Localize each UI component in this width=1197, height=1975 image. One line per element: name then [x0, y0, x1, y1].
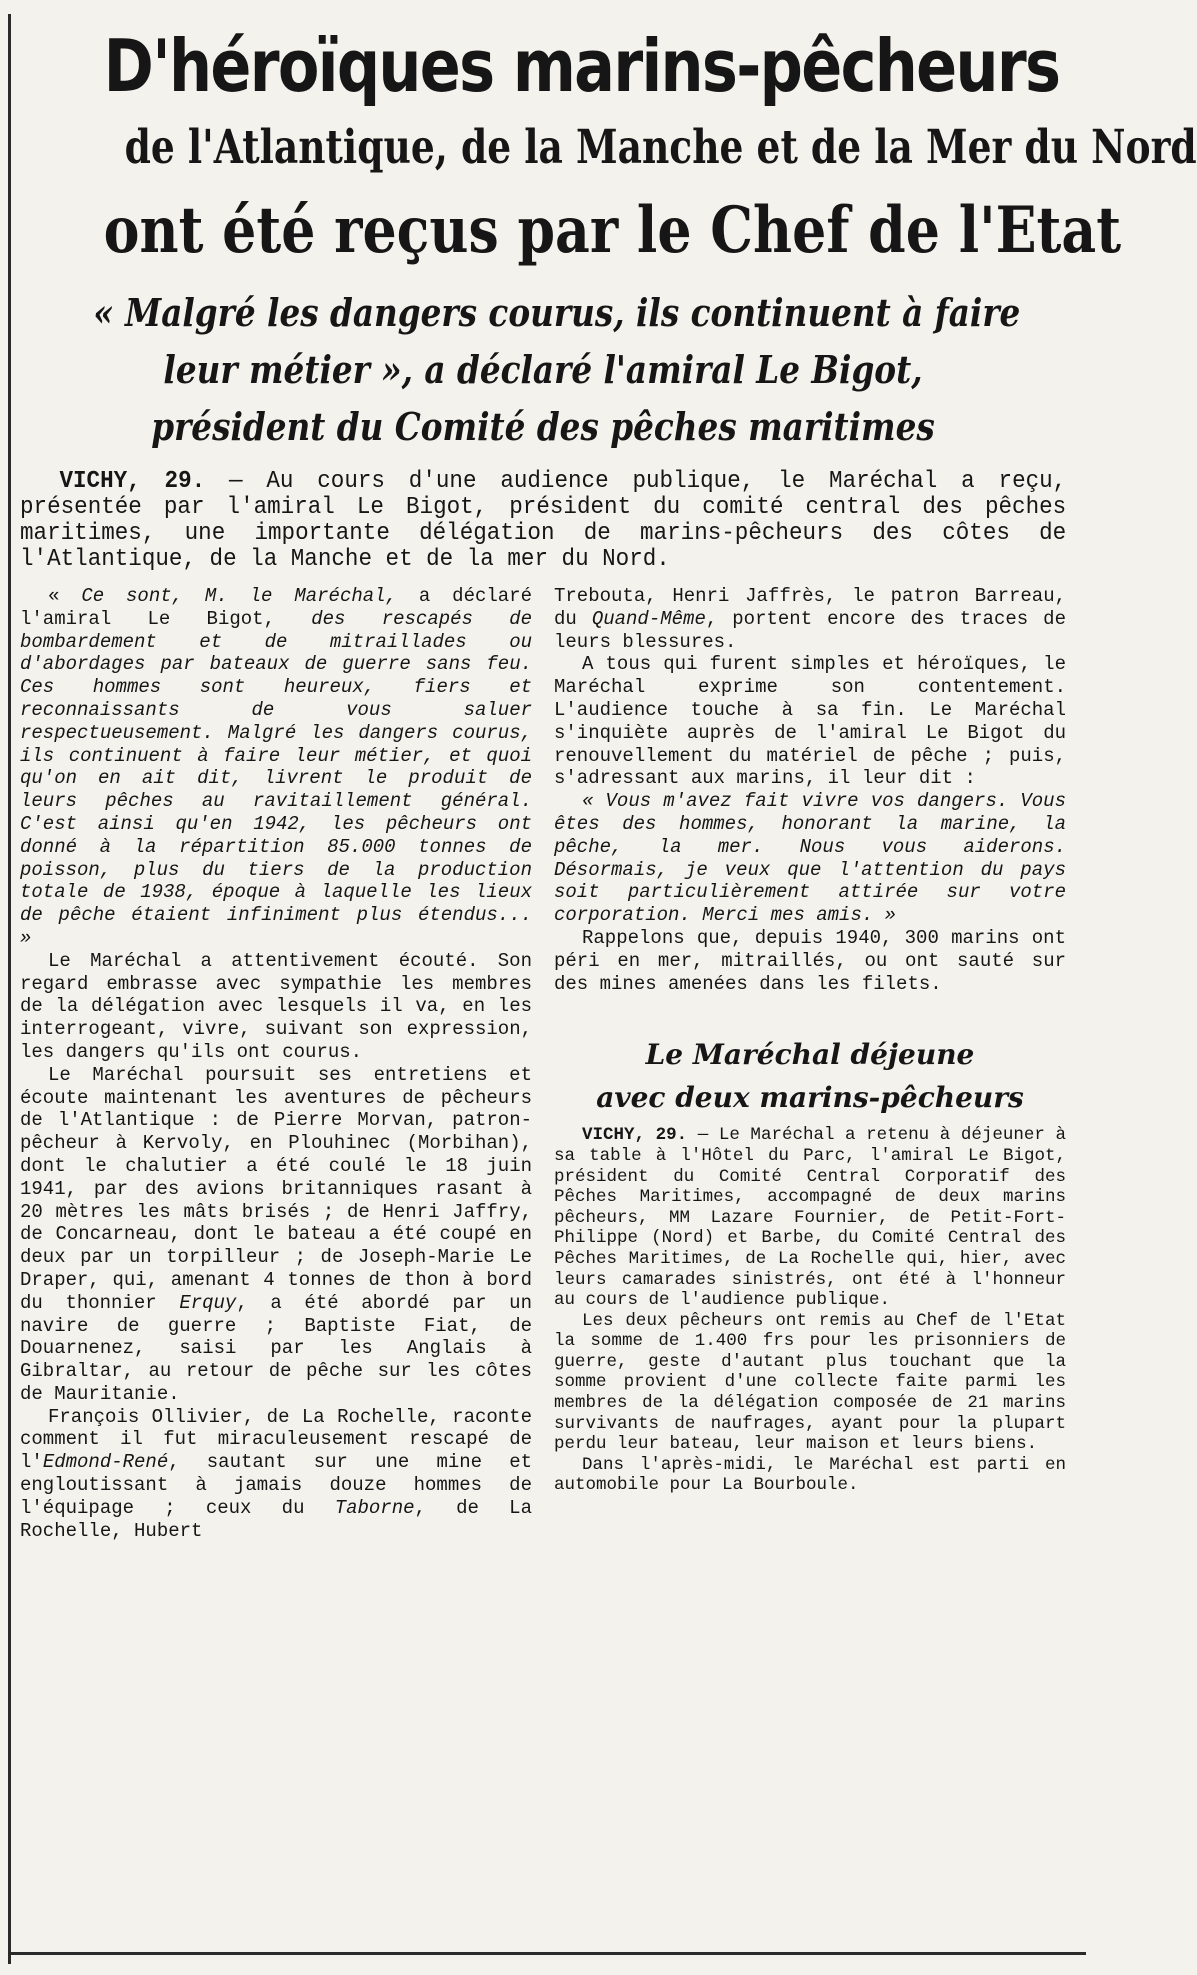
- headline-line-3: ont été reçus par le Chef de l'Etat: [103, 193, 1122, 268]
- body-paragraph: A tous qui furent simples et héroïques, le Maréchal exprime son contentement. L'audience touche à sa fin. Le Maréchal s'inquiète auprès de l'amiral Le Bigot du renouvellement du matériel de pêche ; puis, s'adressant aux marins, il leur dit :: [554, 653, 1066, 790]
- left-column: [20, 585, 532, 1542]
- right-column: [554, 585, 1066, 1542]
- quote-text: des rescapés de bombardement et de mitraillades ou d'abordages par bateaux de guerre sans feu. Ces hommes sont heureux, fiers et reconnaissants de vous saluer respectueusement. Malgré les dangers courus, ils continuent à faire leur métier, et quoi qu'on en ait dit, livrent le produit de leurs pêches au ravitaillement général. C'est ainsi qu'en 1942, les pêcheurs ont donné à la répartition 85.000 tonnes de poisson, plus du tiers de la production totale de 1938, époque à laquelle les lieux de pêche étaient infiniment plus étendus... »: [20, 607, 532, 949]
- ship-name: Erquy: [179, 1291, 237, 1314]
- deck-line-3: président du Comité des pêches maritimes: [151, 404, 935, 449]
- body-paragraph: Les deux pêcheurs ont remis au Chef de l'Etat la somme de 1.400 frs pour les prisonniers de guerre, geste d'autant plus touchant que la somme provient d'une collecte faite parmi les membres de la délégation composée de 21 marins survivants de naufrages, ayant pour la plupart perdu leur bateau, leur maison et leurs biens.: [554, 1310, 1066, 1455]
- subheadline-line-1: Le Maréchal déjeune: [645, 1038, 975, 1072]
- quote-attribution: a déclaré l'amiral Le Bigot,: [20, 585, 532, 630]
- headline-line-2: de l'Atlantique, de la Manche et de la Mer du Nord: [124, 120, 1197, 175]
- subheadline: [554, 1033, 1066, 1119]
- body-paragraph: Dans l'après-midi, le Maréchal est parti en automobile pour La Bourboule.: [554, 1454, 1066, 1496]
- body-paragraph: VICHY, 29. — Le Maréchal a retenu à déjeuner à sa table à l'Hôtel du Parc, l'amiral Le Bigot, président du Comité Central Corporatif des Pêches Maritimes, accompagné de deux marins pêcheurs, MM Lazare Fournier, de Petit-Fort-Philippe (Nord) et Barbe, du Comité Central des Pêches Maritimes, de La Rochelle qui, hier, avec leurs camarades sinistrés, ont été à l'honneur au cours de l'audience publique.: [554, 1125, 1066, 1311]
- lead-dateline: VICHY, 29.: [59, 468, 206, 495]
- body-paragraph: Rappelons que, depuis 1940, 300 marins ont péri en mer, mitraillés, ou ont sauté sur des mines amenées dans les filets.: [554, 926, 1066, 995]
- body-paragraph: Le Maréchal a attentivement écouté. Son regard embrasse avec sympathie les membres de la délégation avec lesquels il va, en les interrogeant, vivre, suivant son expression, les dangers qu'ils ont courus.: [20, 949, 532, 1063]
- lead-text: — Au cours d'une audience publique, le Maréchal a reçu, présentée par l'amiral Le Bigot, président du comité central des pêches maritimes, une importante délégation de marins-pêcheurs des côtes de l'Atlantique, de la Manche et de la mer du Nord.: [20, 468, 1067, 573]
- deck-line-1: « Malgré les dangers courus, ils continuent à faire: [93, 290, 1021, 335]
- headline-line-1: D'héroïques marins-pêcheurs: [103, 24, 1060, 108]
- body-paragraph: Trebouta, Henri Jaffrès, le patron Barreau, du Quand-Même, portent encore des traces de leurs blessures.: [554, 585, 1066, 653]
- dateline: VICHY, 29.: [582, 1125, 688, 1146]
- bottom-rule: [8, 1952, 1086, 1955]
- ship-name: Edmond-René: [42, 1451, 169, 1474]
- lead-paragraph: [20, 469, 1066, 573]
- ship-name: Taborne: [334, 1496, 415, 1519]
- deck: [20, 284, 1066, 455]
- ship-name: Quand-Même: [591, 607, 706, 630]
- body-columns: [20, 585, 1066, 1542]
- deck-line-2: leur métier », a déclaré l'amiral Le Bigot,: [163, 347, 923, 392]
- column-rule-left: [8, 14, 11, 1964]
- quote-paragraph: [20, 585, 532, 950]
- article: [20, 0, 1197, 1542]
- subheadline-line-2: avec deux marins-pêcheurs: [596, 1081, 1024, 1115]
- marechal-quote: « Vous m'avez fait vivre vos dangers. Vous êtes des hommes, honorant la marine, la pêche, la mer. Nous vous aiderons. Désormais, je veux que l'attention du pays soit particulièrement attirée sur votre corporation. Merci mes amis. »: [554, 790, 1066, 927]
- quote-salutation: Ce sont, M. le Maréchal,: [81, 585, 397, 607]
- body-paragraph: Le Maréchal poursuit ses entretiens et écoute maintenant les aventures de pêcheurs de l'Atlantique : de Pierre Morvan, patron-pêcheur à Kervoly, en Plouhinec (Morbihan), dont le chalutier a été coulé le 18 juin 1941, par des avions britanniques rasant à 20 mètres les mâts brisés ; de Henri Jaffry, de Concarneau, dont le bateau a été coupé en deux par un torpilleur ; de Joseph-Marie Le Draper, qui, amenant 4 tonnes de thon à bord du thonnier Erquy, a été abordé par un navire de guerre ; Baptiste Fiat, de Douarnenez, saisi par les Anglais à Gibraltar, au retour de pêche sur les côtes de Mauritanie.: [20, 1063, 532, 1405]
- body-paragraph: François Ollivier, de La Rochelle, raconte comment il fut miraculeusement rescapé de l'Edmond-René, sautant sur une mine et engloutissant à jamais douze hommes de l'équipage ; ceux du Taborne, de La Rochelle, Hubert: [20, 1405, 532, 1542]
- quote-open: «: [48, 585, 82, 607]
